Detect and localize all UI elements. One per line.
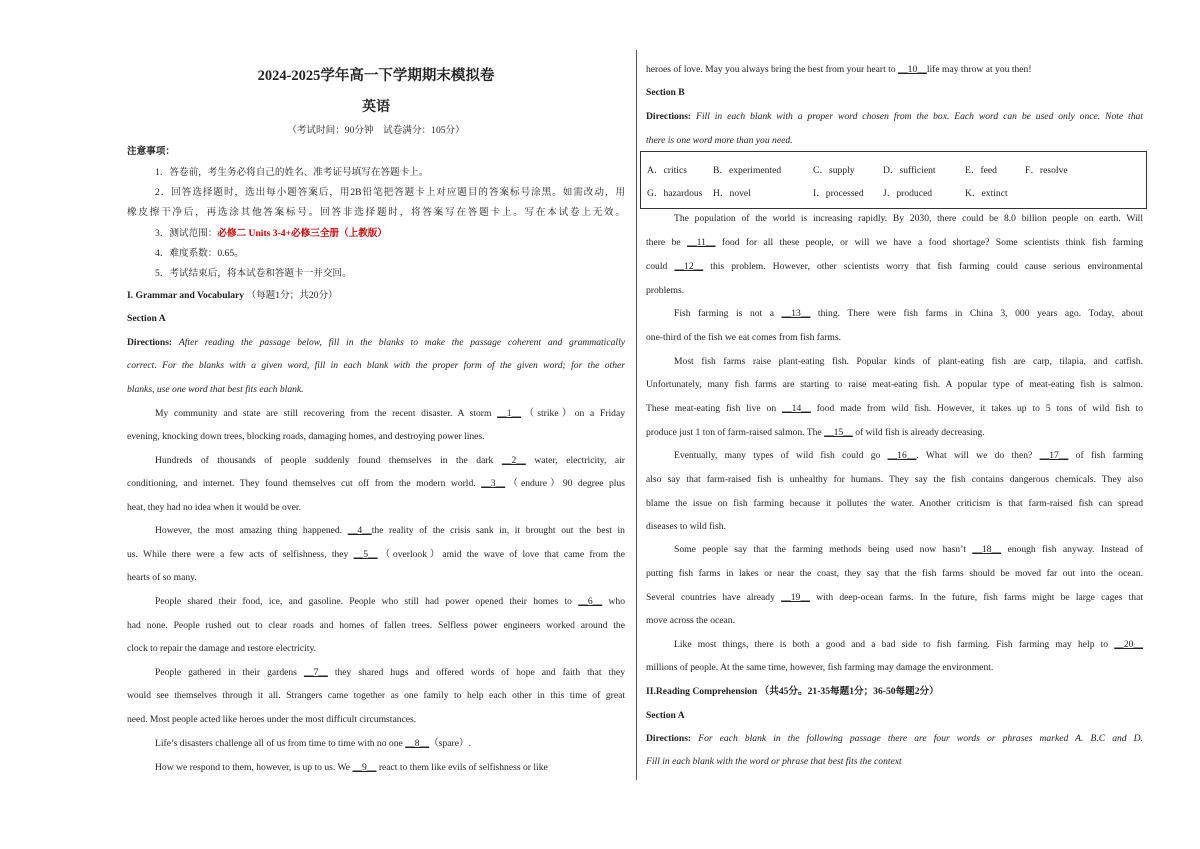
- page-title: 2024-2025学年高一下学期期末模拟卷: [257, 68, 495, 84]
- word-option: A．critics: [647, 165, 687, 176]
- passage-text: who: [602, 596, 625, 607]
- answer-blank[interactable]: __12__: [674, 261, 704, 272]
- passage-text: of wild fish is already decreasing.: [852, 427, 985, 438]
- passage-text: diseases to wild fish.: [646, 521, 726, 532]
- passage-line: [127, 548, 625, 562]
- passage-text: life may throw at you then!: [926, 64, 1032, 75]
- passage-line: [646, 236, 1143, 250]
- passage-text: How we respond to them, however, is up to us. We: [155, 762, 353, 773]
- passage-text: react to them like evils of selfishness or like: [376, 762, 548, 773]
- passage-text: （overlook）amid the wave of love that came from the: [377, 549, 626, 560]
- word-option: E．feed: [965, 165, 997, 176]
- passage-line: [127, 761, 625, 775]
- passage-text: thing. There were fish farms in China 3, 000 years ago. Today, about: [810, 308, 1143, 319]
- answer-blank[interactable]: __18__: [972, 544, 1002, 555]
- passage-line: [646, 497, 1143, 511]
- passage-line: [646, 520, 1143, 534]
- word-option: K．extinct: [965, 188, 1008, 199]
- passage-text: heat, they had no idea when it would be over.: [127, 502, 301, 513]
- test-scope: 必修二 Units 3-4+必修三全册（上教版）: [217, 228, 387, 239]
- passage-text: heroes of love. May you always bring the best from your heart to: [646, 64, 899, 75]
- passage-line: [127, 642, 625, 656]
- answer-blank[interactable]: __8__: [405, 738, 430, 749]
- passage-text: Like most things, there is both a good and a bad side to fish farming. Fish farming may help to: [674, 639, 1115, 650]
- passage-line: [127, 454, 625, 468]
- passage-text: one-third of the fish we eat comes from fish farms.: [646, 332, 842, 343]
- passage-text: Eventually, many types of wild fish could go: [674, 450, 888, 461]
- passage-text: My community and state are still recovering from the recent disaster. A storm: [155, 408, 498, 419]
- passage-line: [646, 591, 1143, 605]
- section2-directions-line: Fill in each blank with the word or phrase that best fits the context: [646, 756, 902, 767]
- passage-text: Some people say that the farming methods being used now hasn’t: [674, 544, 973, 555]
- passage-text: food for all these people, or will we have a food shortage? Some scientists think fish farming: [715, 237, 1143, 248]
- notice-item: 2．回答选择题时，选出每小题答案后，用2B铅笔把答题卡上对应题目的答案标号涂黑。如需改动，用: [155, 187, 625, 198]
- passage-text: These meat-eating fish live on: [646, 403, 783, 414]
- passage-line: [646, 661, 1143, 675]
- passage-text: need. Most people acted like heroes under the most difficult circumstances.: [127, 714, 417, 725]
- passage-text: could: [646, 261, 675, 272]
- passage-line: [127, 477, 625, 491]
- directions-b-line: Directions: Fill in each blank with a proper word chosen from the box. Each word can be used only once. Note that: [646, 111, 1143, 122]
- left-column: [127, 0, 625, 849]
- word-option: D．sufficient: [883, 165, 936, 176]
- passage-text: produce just 1 ton of farm-raised salmon. The: [646, 427, 825, 438]
- passage-line: [646, 260, 1143, 274]
- word-option: C．supply: [813, 165, 855, 176]
- passage-text: However, the most amazing thing happened.: [155, 525, 348, 536]
- column-divider: [636, 50, 637, 780]
- notice-heading: 注意事项：: [127, 146, 175, 157]
- word-option: J．produced: [883, 188, 933, 199]
- passage-line: [127, 501, 625, 515]
- passage-text: putting fish farms in lakes or near the coast, they say that the fish farms should be moved far out into the ocean.: [646, 568, 1143, 579]
- answer-blank[interactable]: __5__: [353, 549, 378, 560]
- passage-text: clock to repair the damage and restore electricity.: [127, 643, 317, 654]
- section-b-heading: Section B: [646, 87, 685, 98]
- passage-line: [646, 355, 1143, 369]
- passage-line: [646, 63, 1143, 77]
- section2-directions-line: Directions: For each blank in the following passage there are four words or phrases marked A. B.C and D.: [646, 733, 1143, 744]
- word-option: I．processed: [813, 188, 864, 199]
- answer-blank[interactable]: __17__: [1039, 450, 1069, 461]
- passage-text: this problem. However, other scientists worry that fish farming could cause serious environmental: [703, 261, 1143, 272]
- passage-text: move across the ocean.: [646, 615, 735, 626]
- passage-text: Several countries have already: [646, 592, 782, 603]
- passage-line: [646, 638, 1143, 652]
- passage-line: [646, 331, 1143, 345]
- passage-text: blame the issue on fish farming because it pollutes the water. Another criticism is that farm-raised fish can spread: [646, 498, 1143, 509]
- passage-line: [646, 284, 1143, 298]
- passage-text: Unfortunately, many fish farms are starting to raise meat-eating fish. A popular type of meat-eating fish is salmon.: [646, 379, 1143, 390]
- notice-item: 橡皮擦干净后，再选涂其他答案标号。回答非选择题时，将答案写在答题卡上。写在本试卷上无效。: [127, 207, 625, 218]
- notice-item-scope: 3．测试范围：必修二 Units 3-4+必修三全册（上教版）: [155, 228, 387, 239]
- passage-text: also say that farm-raised fish is unhealthy for humans. They say the fish contains dangerous chemicals. They also: [646, 474, 1143, 485]
- word-option: F．resolve: [1025, 165, 1068, 176]
- directions-line: Directions: After reading the passage below, fill in the blanks to make the passage coherent and grammatically: [127, 337, 625, 348]
- passage-text: problems.: [646, 285, 685, 296]
- answer-blank[interactable]: __16__: [887, 450, 917, 461]
- passage-text: would see themselves through it all. Strangers came together as one family to help each other in this time of great: [127, 690, 625, 701]
- passage-text: us. While there were a few acts of selfishness, they: [127, 549, 354, 560]
- passage-text: enough fish anyway. Instead of: [1001, 544, 1143, 555]
- section-a-heading: Section A: [127, 313, 166, 324]
- passage-line: [127, 407, 625, 421]
- directions-line: blanks, use one word that best fits each blank.: [127, 384, 304, 395]
- passage-text: evening, knocking down trees, blocking roads, damaging homes, and destroying power lines.: [127, 431, 485, 442]
- passage-line: [127, 689, 625, 703]
- answer-blank[interactable]: __19__: [781, 592, 810, 603]
- passage-text: . What will we do then?: [916, 450, 1040, 461]
- passage-text: of fish farming: [1068, 450, 1143, 461]
- passage-line: [646, 212, 1143, 226]
- passage-text: hearts of so many.: [127, 572, 197, 583]
- passage-line: [646, 543, 1143, 557]
- passage-line: [127, 571, 625, 585]
- answer-blank[interactable]: __9__: [352, 762, 377, 773]
- passage-line: [646, 567, 1143, 581]
- passage-text: People shared their food, ice, and gasoline. People who still had power opened their homes to: [155, 596, 579, 607]
- section1-heading: I. Grammar and Vocabulary （每题1分；共20分）: [127, 290, 338, 301]
- passage-line: [646, 449, 1143, 463]
- exam-info: （考试时间：90分钟 试卷满分：105分）: [287, 125, 465, 136]
- answer-blank[interactable]: __20__: [1114, 639, 1143, 650]
- passage-text: there be: [646, 237, 688, 248]
- passage-text: The population of the world is increasing rapidly. By 2030, there could be 8.0 billion people on earth. Will: [674, 213, 1143, 224]
- passage-text: with deep-ocean farms. In the future, fish farms might be large cages that: [809, 592, 1143, 603]
- passage-line: [127, 666, 625, 680]
- passage-line: [127, 430, 625, 444]
- passage-line: [646, 614, 1143, 628]
- passage-line: [646, 473, 1143, 487]
- passage-line: [646, 402, 1143, 416]
- answer-blank[interactable]: __11__: [687, 237, 716, 248]
- passage-line: [127, 737, 625, 751]
- passage-line: [127, 524, 625, 538]
- answer-blank[interactable]: __2__: [501, 455, 526, 466]
- word-option: H．novel: [713, 188, 751, 199]
- passage-line: [127, 595, 625, 609]
- notice-item: 5．考试结束后，将本试卷和答题卡一并交回。: [155, 268, 352, 279]
- passage-text: Fish farming is not a: [674, 308, 782, 319]
- word-box: [640, 151, 1147, 209]
- directions-line: correct. For the blanks with a given word, fill in each blank with the proper form of the given word; for the other: [127, 360, 625, 371]
- subject-title: 英语: [362, 100, 390, 115]
- passage-line: [127, 713, 625, 727]
- answer-blank[interactable]: __15__: [824, 427, 853, 438]
- passage-text: （spare）.: [429, 738, 471, 749]
- passage-text: they shared hugs and offered words of hope and faith that they: [327, 667, 625, 678]
- passage-text: conditioning, and internet. They found themselves cut off from the modern world.: [127, 478, 482, 489]
- passage-text: Most fish farms raise plant-eating fish. Popular kinds of plant-eating fish are carp, tilapia, and catfish.: [674, 356, 1143, 367]
- passage-text: （strike）on a Friday: [521, 408, 625, 419]
- answer-blank[interactable]: __14__: [782, 403, 811, 414]
- passage-text: the reality of the crisis sank in, it brought out the best in: [371, 525, 625, 536]
- answer-blank[interactable]: __6__: [578, 596, 603, 607]
- passage-text: （endure）90 degree plus: [505, 478, 625, 489]
- word-option: G．hazardous: [647, 188, 703, 199]
- section2-a-heading: Section A: [646, 710, 685, 721]
- passage-text: millions of people. At the same time, however, fish farming may damage the environment.: [646, 662, 994, 673]
- passage-line: [646, 378, 1143, 392]
- passage-line: [127, 619, 625, 633]
- answer-blank[interactable]: __13__: [781, 308, 811, 319]
- passage-text: food made from wild fish. However, it takes up to 5 tons of wild fish to: [810, 403, 1143, 414]
- directions-b-line: there is one word more than you need.: [646, 135, 793, 146]
- answer-blank[interactable]: __3__: [481, 478, 506, 489]
- passage-line: [646, 426, 1143, 440]
- section2-heading: II.Reading Comprehension （共45分。21-35每题1分；36-50每题2分）: [646, 686, 939, 697]
- passage-text: had none. People rushed out to clear roads and homes of fallen trees. Selfless power engineers worked around the: [127, 620, 625, 631]
- notice-item: 4．难度系数：0.65。: [155, 248, 244, 259]
- passage-line: [646, 307, 1143, 321]
- passage-text: Hundreds of thousands of people suddenly found themselves in the dark: [155, 455, 502, 466]
- passage-text: water, electricity, air: [525, 455, 625, 466]
- answer-blank[interactable]: __4__: [347, 525, 372, 536]
- right-column: [646, 0, 1143, 849]
- passage-text: Life’s disasters challenge all of us from time to time with no one: [155, 738, 406, 749]
- answer-blank[interactable]: __10__: [898, 64, 927, 75]
- answer-blank[interactable]: __7__: [303, 667, 328, 678]
- answer-blank[interactable]: __1__: [497, 408, 522, 419]
- notice-item: 1．答卷前，考生务必将自己的姓名、准考证号填写在答题卡上。: [155, 167, 429, 178]
- word-option: B．experimented: [713, 165, 782, 176]
- passage-text: People gathered in their gardens: [155, 667, 304, 678]
